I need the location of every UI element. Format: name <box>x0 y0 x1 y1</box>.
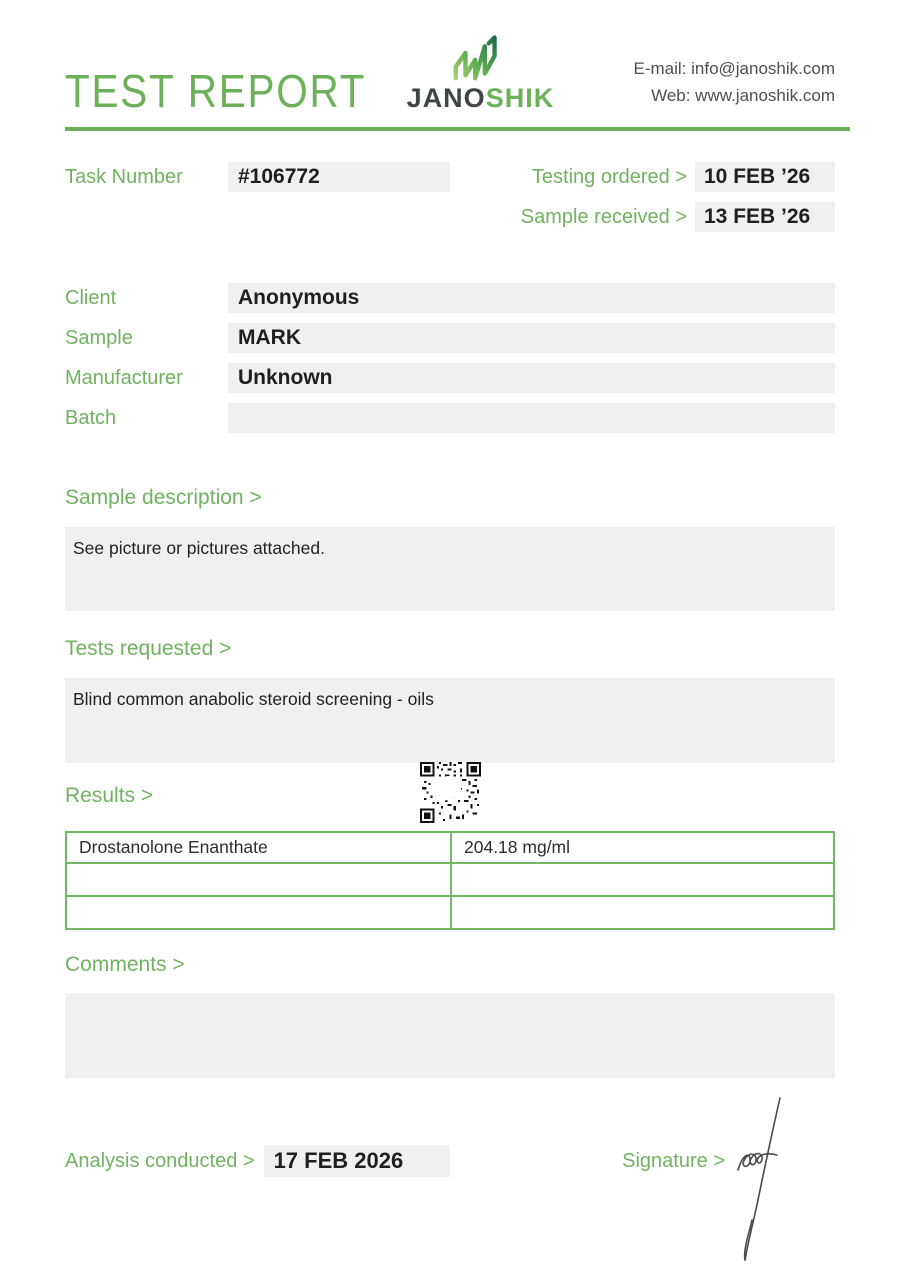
batch-label: Batch <box>65 407 117 429</box>
results-table <box>65 831 835 930</box>
batch-row <box>65 403 835 433</box>
sample-description-box: See picture or pictures attached. <box>65 527 835 611</box>
sample-row <box>65 323 835 353</box>
signature-label: Signature > <box>622 1149 725 1172</box>
sample-received-row <box>521 202 835 232</box>
header <box>65 0 835 117</box>
contact-block <box>634 56 836 114</box>
analysis-conducted-label: Analysis conducted > <box>65 1149 255 1172</box>
signature-image <box>728 1092 816 1274</box>
contact-email: E-mail: info@janoshik.com <box>633 59 835 79</box>
comments-box <box>65 993 835 1078</box>
brand-name-part2: SHIK <box>485 83 555 113</box>
footer <box>65 1145 835 1177</box>
brand-name-part1: JANO <box>406 83 486 113</box>
result-row <box>66 863 834 896</box>
analysis-date-value: 17 FEB 2026 <box>264 1145 450 1177</box>
header-divider <box>65 127 850 131</box>
result-row <box>66 832 834 863</box>
client-label: Client <box>65 287 117 309</box>
trend-chart-icon <box>449 29 511 81</box>
comments-label: Comments > <box>65 953 185 976</box>
result-test-cell <box>66 896 451 929</box>
sample-label: Sample <box>65 327 133 349</box>
result-value-cell <box>451 863 834 896</box>
results-label: Results > <box>65 784 154 807</box>
manufacturer-label: Manufacturer <box>65 367 183 389</box>
task-number-label: Task Number <box>65 166 183 188</box>
brand-name <box>407 83 555 114</box>
result-test-cell: Drostanolone Enanthate <box>66 832 451 863</box>
testing-ordered-label: Testing ordered > <box>531 165 687 188</box>
client-value: Anonymous <box>228 283 835 313</box>
manufacturer-row <box>65 363 835 393</box>
sample-received-value: 13 FEB ’26 <box>695 202 835 232</box>
brand-logo <box>407 29 555 114</box>
client-row <box>65 283 835 313</box>
result-value-cell <box>451 896 834 929</box>
result-value-cell: 204.18 mg/ml <box>451 832 834 863</box>
tests-requested-label: Tests requested > <box>65 637 232 660</box>
dates-block <box>521 162 835 232</box>
manufacturer-value: Unknown <box>228 363 835 393</box>
sample-value: MARK <box>228 323 835 353</box>
testing-ordered-value: 10 FEB ’26 <box>695 162 835 192</box>
batch-value <box>228 403 835 433</box>
info-fields <box>65 283 835 433</box>
testing-ordered-row <box>521 162 835 192</box>
result-row <box>66 896 834 929</box>
sample-received-label: Sample received > <box>520 205 687 228</box>
qr-code <box>420 762 481 823</box>
task-row <box>65 162 835 232</box>
result-test-cell <box>66 863 451 896</box>
tests-requested-box: Blind common anabolic steroid screening - oils <box>65 678 835 763</box>
task-number-value: #106772 <box>228 162 450 192</box>
contact-web: Web: www.janoshik.com <box>651 85 835 105</box>
page-title: TEST REPORT <box>65 65 367 117</box>
sample-description-label: Sample description > <box>65 486 262 509</box>
